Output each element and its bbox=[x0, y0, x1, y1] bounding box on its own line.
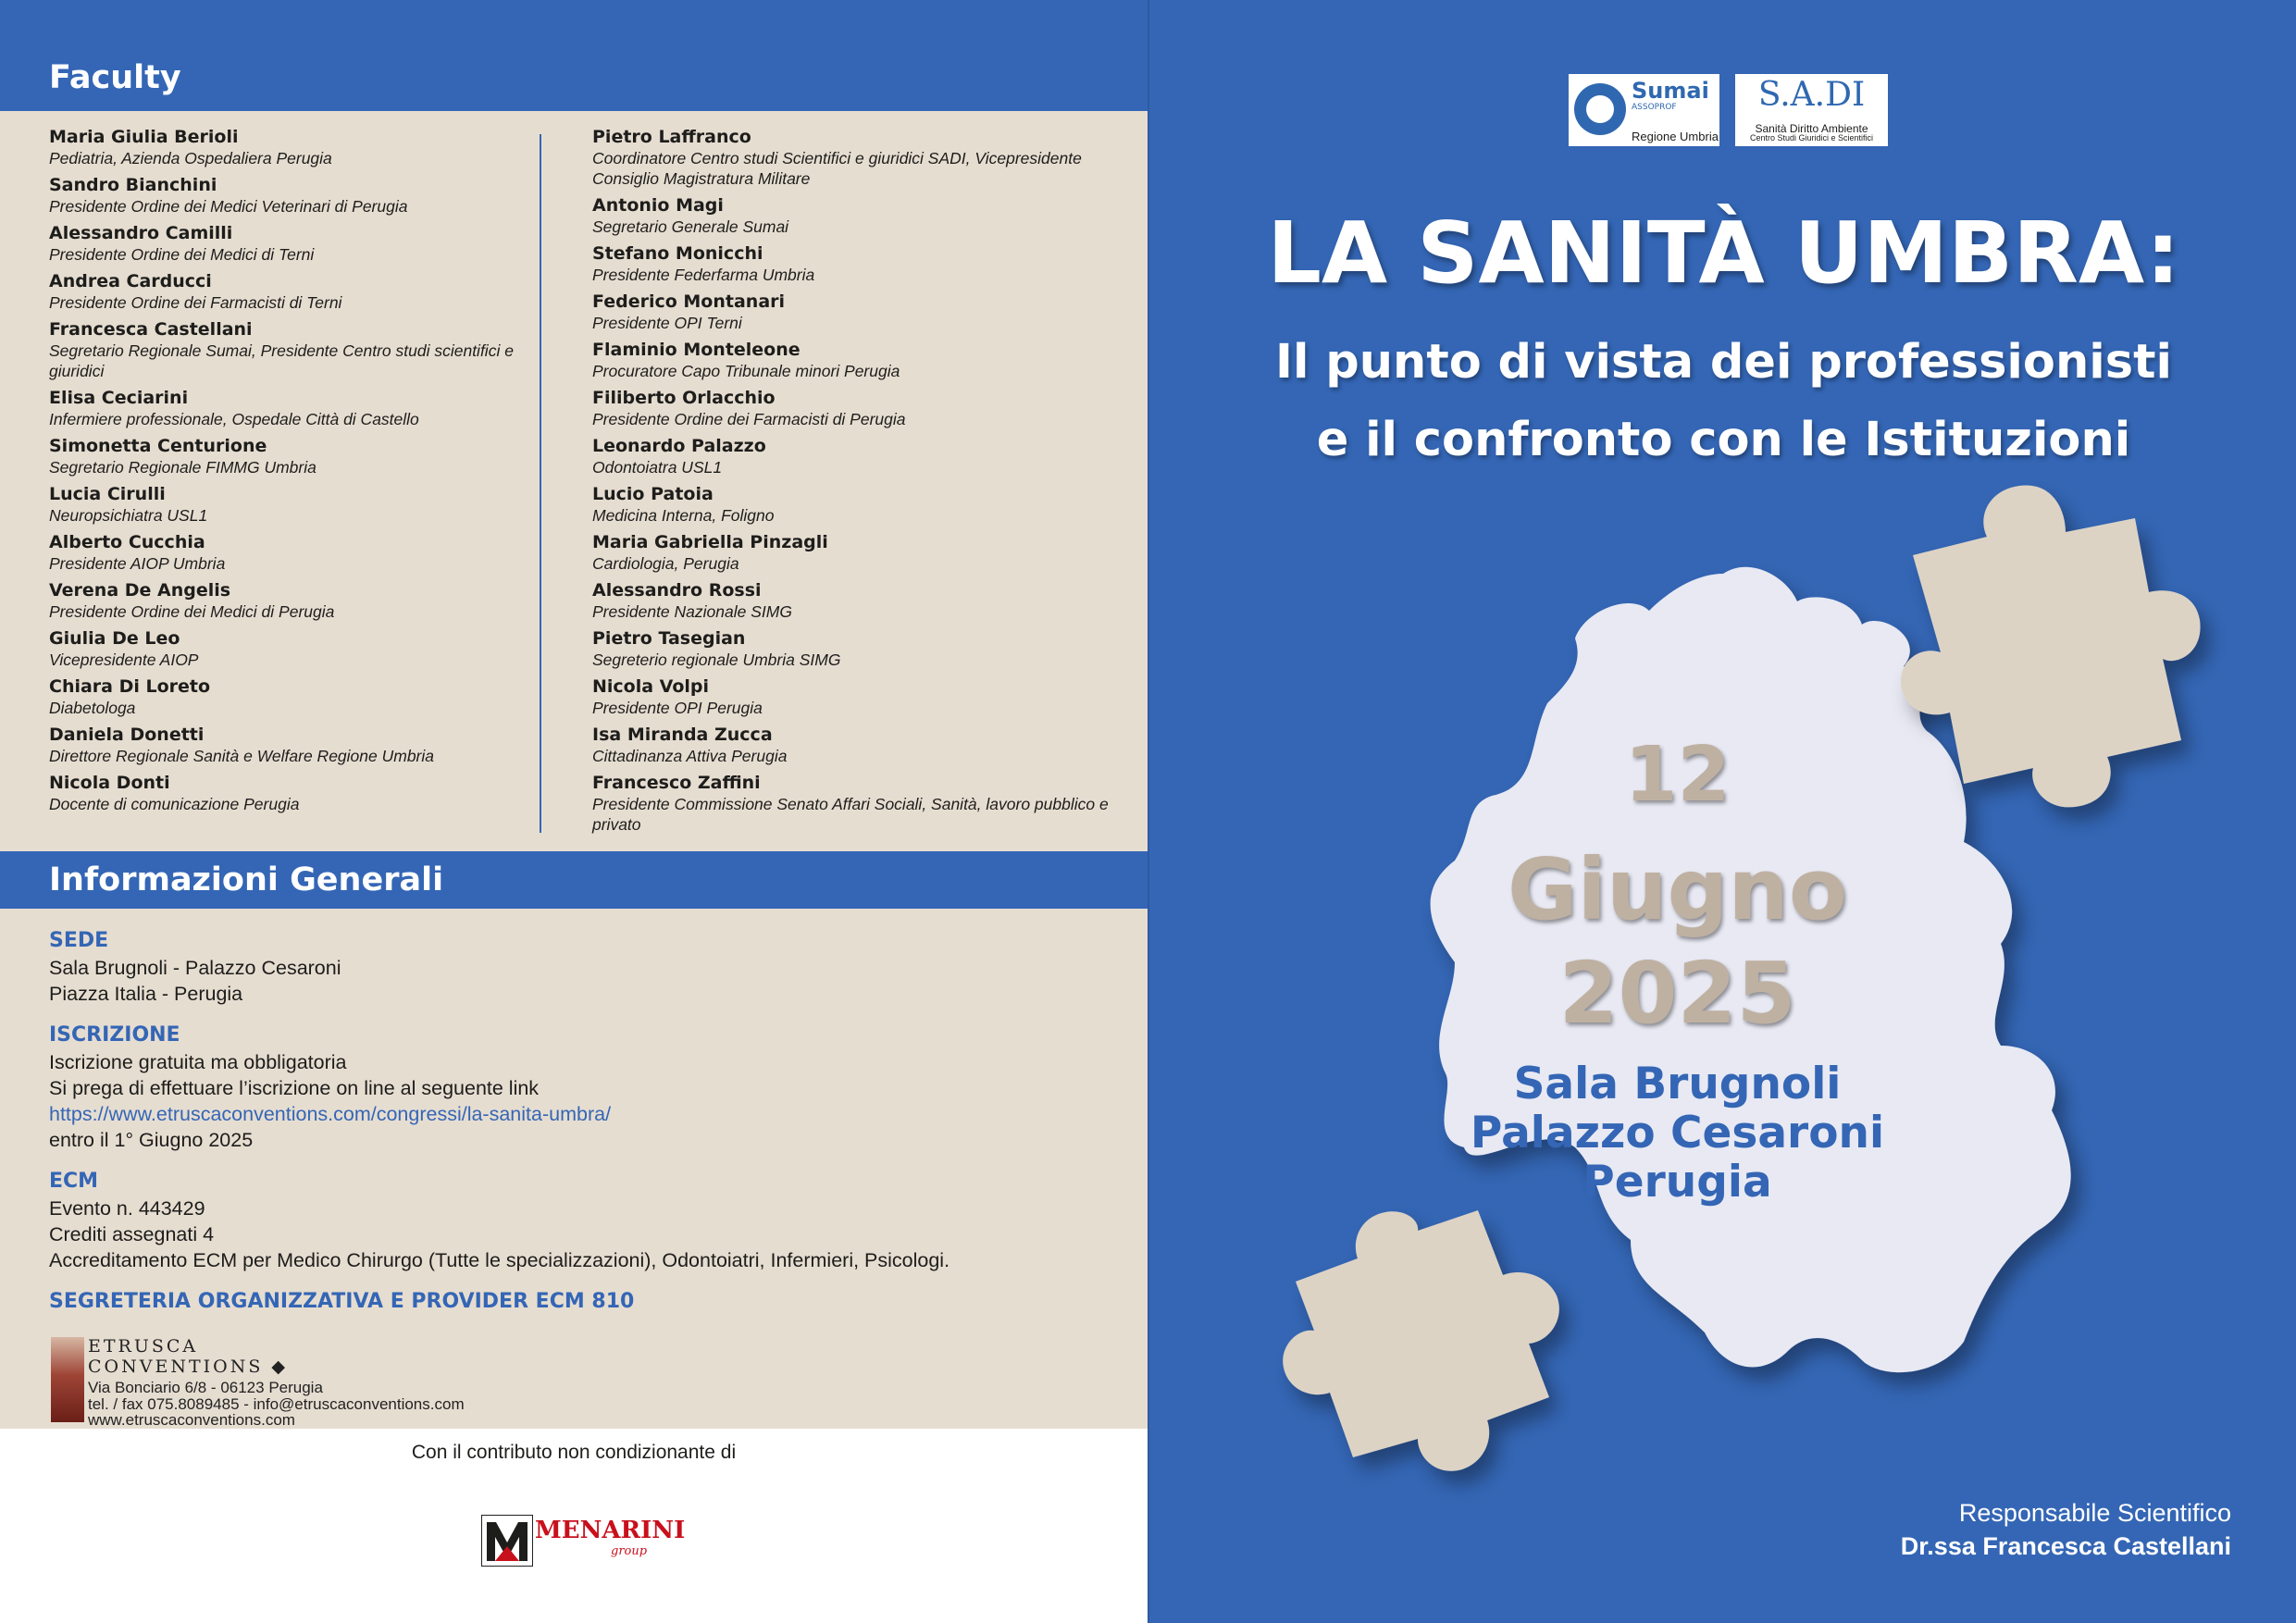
registration-link[interactable]: https://www.etruscaconventions.com/congressi/la-sanita-umbra/ bbox=[49, 1103, 612, 1125]
venue-line: Perugia bbox=[1582, 1157, 1772, 1208]
faculty-entry bbox=[592, 291, 1120, 333]
iscrizione-line: Iscrizione gratuita ma obbligatoria bbox=[49, 1051, 347, 1073]
puzzle-piece-bottom bbox=[1283, 1210, 1559, 1471]
event-day: 12 bbox=[1624, 731, 1731, 819]
menarini-suffix: group bbox=[611, 1544, 648, 1558]
faculty-name: Leonardo Palazzo bbox=[592, 436, 766, 456]
sumai-region: Regione Umbria bbox=[1632, 130, 1719, 143]
faculty-role: Presidente Commissione Senato Affari Sociali, Sanità, lavoro pubblico e privato bbox=[592, 795, 1109, 834]
sadi-logo bbox=[1735, 74, 1888, 146]
faculty-name: Nicola Volpi bbox=[592, 676, 710, 697]
faculty-entry bbox=[592, 127, 1120, 189]
faculty-role: Presidente Ordine dei Medici di Terni bbox=[49, 245, 315, 264]
sumai-emblem-icon bbox=[1574, 83, 1626, 135]
faculty-role: Presidente Nazionale SIMG bbox=[592, 602, 792, 621]
iscrizione-line: Si prega di effettuare l’iscrizione on line al seguente link bbox=[49, 1077, 540, 1099]
info-title: Informazioni Generali bbox=[49, 861, 444, 898]
faculty-name: Daniela Donetti bbox=[49, 725, 205, 745]
faculty-name: Lucio Patoia bbox=[592, 484, 714, 504]
faculty-role: Presidente OPI Terni bbox=[592, 314, 742, 332]
faculty-role: Direttore Regionale Sanità e Welfare Regione Umbria bbox=[49, 747, 435, 765]
faculty-role: Procuratore Capo Tribunale minori Perugia bbox=[592, 362, 900, 380]
faculty-name: Pietro Laffranco bbox=[592, 127, 751, 147]
faculty-role: Odontoiatra USL1 bbox=[592, 458, 723, 477]
faculty-name: Lucia Cirulli bbox=[49, 484, 166, 504]
faculty-name: Antonio Magi bbox=[592, 195, 724, 216]
venue-line: Palazzo Cesaroni bbox=[1470, 1108, 1885, 1158]
faculty-entry bbox=[592, 195, 1120, 237]
faculty-header bbox=[0, 0, 1148, 111]
faculty-name: Flaminio Monteleone bbox=[592, 340, 800, 360]
faculty-role: Segretario Regionale FIMMG Umbria bbox=[49, 458, 316, 477]
iscrizione-title: ISCRIZIONE bbox=[49, 1023, 180, 1047]
faculty-entry bbox=[49, 628, 530, 670]
faculty-name: Alessandro Rossi bbox=[592, 580, 762, 601]
faculty-role: Presidente OPI Perugia bbox=[592, 699, 763, 717]
etrusca-logo-block bbox=[51, 1336, 569, 1429]
faculty-entry bbox=[49, 175, 530, 217]
scientific-lead-label: Responsabile Scientifico bbox=[1958, 1499, 2231, 1527]
faculty-role: Segretario Regionale Sumai, Presidente Centro studi scientifici e giuridici bbox=[49, 341, 514, 380]
faculty-name: Pietro Tasegian bbox=[592, 628, 746, 649]
faculty-role: Presidente Ordine dei Medici Veterinari di Perugia bbox=[49, 197, 408, 216]
etrusca-web[interactable]: www.etruscaconventions.com bbox=[88, 1411, 295, 1429]
faculty-role: Cittadinanza Attiva Perugia bbox=[592, 747, 788, 765]
faculty-name: Giulia De Leo bbox=[49, 628, 180, 649]
etrusca-logo-icon bbox=[51, 1337, 84, 1422]
etrusca-address: Via Bonciario 6/8 - 06123 Perugia bbox=[88, 1379, 323, 1396]
etrusca-name: ETRUSCA bbox=[88, 1336, 199, 1357]
faculty-title: Faculty bbox=[49, 59, 181, 96]
etrusca-name: CONVENTIONS ◆ bbox=[88, 1357, 289, 1377]
faculty-name: Isa Miranda Zucca bbox=[592, 725, 773, 745]
cover-subtitle: Il punto di vista dei professionisti bbox=[1275, 335, 2172, 390]
faculty-entry bbox=[49, 271, 530, 313]
sadi-subtitle: Centro Studi Giuridici e Scientifici bbox=[1749, 133, 1874, 142]
faculty-entry bbox=[592, 580, 1120, 622]
faculty-role: Neuropsichiatra USL1 bbox=[49, 506, 208, 525]
faculty-name: Chiara Di Loreto bbox=[49, 676, 211, 697]
faculty-entry bbox=[49, 127, 530, 168]
faculty-name: Elisa Ceciarini bbox=[49, 388, 189, 408]
faculty-entry bbox=[592, 388, 1120, 429]
sponsor-note: Con il contributo non condizionante di bbox=[411, 1442, 737, 1463]
iscrizione-deadline: entro il 1° Giugno 2025 bbox=[49, 1129, 254, 1151]
faculty-entry bbox=[49, 773, 530, 814]
faculty-entry bbox=[49, 484, 530, 526]
faculty-name: Verena De Angelis bbox=[49, 580, 231, 601]
faculty-role: Presidente Federfarma Umbria bbox=[592, 266, 815, 284]
menarini-logo bbox=[481, 1513, 686, 1568]
faculty-name: Federico Montanari bbox=[592, 291, 786, 312]
faculty-name: Stefano Monicchi bbox=[592, 243, 763, 264]
faculty-entry bbox=[592, 340, 1120, 381]
faculty-entry bbox=[592, 773, 1120, 835]
sadi-subtitle: Sanità Diritto Ambiente bbox=[1755, 122, 1868, 135]
faculty-entry bbox=[592, 436, 1120, 477]
sumai-wordmark: Sumai bbox=[1632, 78, 1709, 104]
ecm-line: Accreditamento ECM per Medico Chirurgo (Tutte le specializzazioni), Odontoiatri, Infermieri, Psicologi. bbox=[49, 1249, 950, 1271]
ecm-title: ECM bbox=[49, 1170, 99, 1193]
faculty-entry bbox=[49, 388, 530, 429]
faculty-column-right bbox=[592, 127, 1120, 841]
faculty-name: Sandro Bianchini bbox=[49, 175, 217, 195]
faculty-role: Presidente AIOP Umbria bbox=[49, 554, 226, 573]
faculty-name: Andrea Carducci bbox=[49, 271, 212, 291]
faculty-role: Presidente Ordine dei Medici di Perugia bbox=[49, 602, 335, 621]
faculty-entry bbox=[49, 725, 530, 766]
faculty-role: Pediatria, Azienda Ospedaliera Perugia bbox=[49, 149, 332, 167]
faculty-name: Nicola Donti bbox=[49, 773, 170, 793]
faculty-entry bbox=[592, 676, 1120, 718]
faculty-role: Infermiere professionale, Ospedale Città di Castello bbox=[49, 410, 419, 428]
faculty-name: Filiberto Orlacchio bbox=[592, 388, 776, 408]
faculty-name: Maria Gabriella Pinzagli bbox=[592, 532, 828, 552]
faculty-column-left bbox=[49, 127, 530, 821]
venue-line: Sala Brugnoli bbox=[1513, 1059, 1842, 1109]
faculty-name: Maria Giulia Berioli bbox=[49, 127, 239, 147]
faculty-role: Presidente Ordine dei Farmacisti di Terni bbox=[49, 293, 342, 312]
faculty-role: Segretario Generale Sumai bbox=[592, 217, 789, 236]
scientific-lead-name: Dr.ssa Francesca Castellani bbox=[1900, 1532, 2231, 1560]
faculty-name: Francesco Zaffini bbox=[592, 773, 761, 793]
faculty-entry bbox=[592, 532, 1120, 574]
column-divider bbox=[540, 134, 541, 833]
sumai-logo bbox=[1569, 74, 1719, 146]
faculty-entry bbox=[49, 223, 530, 265]
faculty-role: Presidente Ordine dei Farmacisti di Perugia bbox=[592, 410, 906, 428]
etrusca-contact: tel. / fax 075.8089485 - info@etruscaconventions.com bbox=[88, 1395, 465, 1413]
menarini-m-icon bbox=[481, 1515, 533, 1567]
faculty-role: Medicina Interna, Foligno bbox=[592, 506, 775, 525]
faculty-entry bbox=[592, 628, 1120, 670]
cover-subtitle: e il confronto con le Istituzioni bbox=[1316, 413, 2131, 467]
sede-line: Piazza Italia - Perugia bbox=[49, 983, 243, 1005]
faculty-entry bbox=[49, 580, 530, 622]
faculty-entry bbox=[49, 676, 530, 718]
ecm-line: Evento n. 443429 bbox=[49, 1197, 205, 1220]
faculty-name: Alessandro Camilli bbox=[49, 223, 233, 243]
faculty-entry bbox=[592, 243, 1120, 285]
segreteria-title: SEGRETERIA ORGANIZZATIVA E PROVIDER ECM 810 bbox=[49, 1290, 635, 1313]
faculty-name: Simonetta Centurione bbox=[49, 436, 267, 456]
faculty-entry bbox=[592, 725, 1120, 766]
sede-line: Sala Brugnoli - Palazzo Cesaroni bbox=[49, 957, 341, 979]
info-header bbox=[0, 851, 1148, 909]
faculty-role: Cardiologia, Perugia bbox=[592, 554, 739, 573]
info-content bbox=[49, 927, 1123, 1316]
faculty-name: Francesca Castellani bbox=[49, 319, 253, 340]
sadi-wordmark: S.A.DI bbox=[1757, 76, 1866, 114]
faculty-role: Diabetologa bbox=[49, 699, 136, 717]
cover-title: LA SANITÀ UMBRA: bbox=[1267, 204, 2180, 303]
faculty-entry bbox=[49, 436, 530, 477]
faculty-name: Alberto Cucchia bbox=[49, 532, 205, 552]
event-month: Giugno bbox=[1507, 840, 1848, 939]
faculty-role: Segreterio regionale Umbria SIMG bbox=[592, 650, 841, 669]
sumai-subtitle: ASSOPROF bbox=[1632, 103, 1677, 112]
menarini-name: MENARINI bbox=[535, 1517, 686, 1544]
cover-panel bbox=[1148, 0, 2296, 1623]
faculty-entry bbox=[49, 532, 530, 574]
event-year: 2025 bbox=[1558, 944, 1796, 1043]
sede-title: SEDE bbox=[49, 929, 109, 952]
faculty-role: Vicepresidente AIOP bbox=[49, 650, 199, 669]
faculty-role: Docente di comunicazione Perugia bbox=[49, 795, 300, 813]
faculty-entry bbox=[49, 319, 530, 381]
ecm-line: Crediti assegnati 4 bbox=[49, 1223, 215, 1245]
faculty-entry bbox=[592, 484, 1120, 526]
faculty-role: Coordinatore Centro studi Scientifici e giuridici SADI, Vicepresidente Consiglio Magistratura Militare bbox=[592, 149, 1082, 188]
